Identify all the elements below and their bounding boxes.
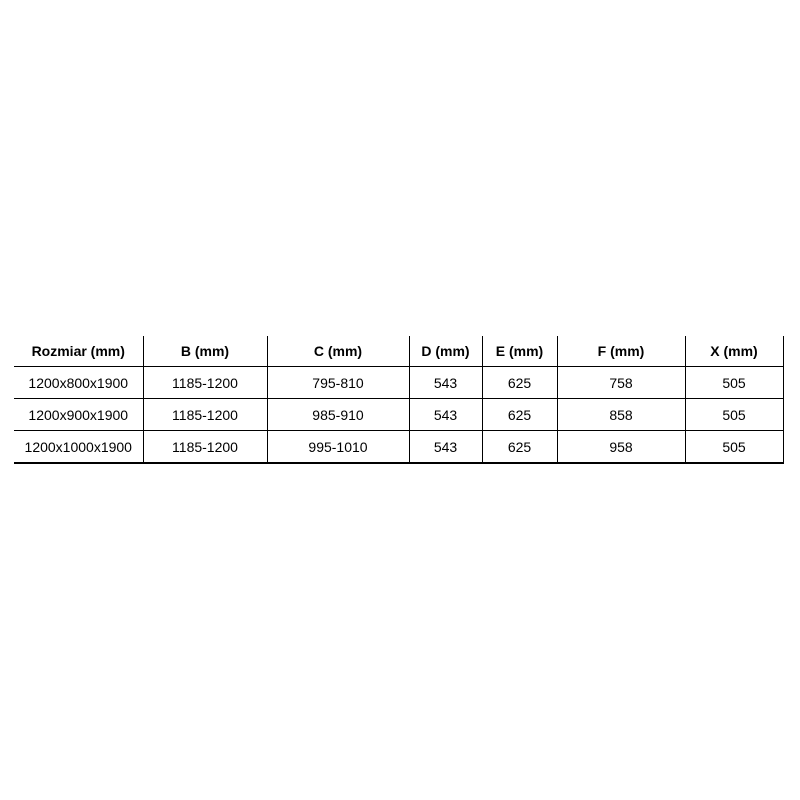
table-row	[14, 399, 783, 431]
header-row	[14, 336, 783, 367]
table-cell: 543	[409, 399, 482, 431]
column-header: Rozmiar (mm)	[14, 336, 143, 367]
table-cell: 543	[409, 431, 482, 464]
table-cell: 505	[685, 399, 783, 431]
table-cell: 758	[557, 367, 685, 399]
dimensions-table	[14, 336, 784, 464]
table-cell: 858	[557, 399, 685, 431]
column-header: F (mm)	[557, 336, 685, 367]
column-header: D (mm)	[409, 336, 482, 367]
table-cell: 1200x800x1900	[14, 367, 143, 399]
table-cell: 1200x900x1900	[14, 399, 143, 431]
table-cell: 543	[409, 367, 482, 399]
table-cell: 1200x1000x1900	[14, 431, 143, 464]
table-cell: 958	[557, 431, 685, 464]
table-cell: 505	[685, 367, 783, 399]
column-header: E (mm)	[482, 336, 557, 367]
table-cell: 1185-1200	[143, 431, 267, 464]
table-cell: 625	[482, 399, 557, 431]
table-cell: 625	[482, 431, 557, 464]
table-cell: 1185-1200	[143, 367, 267, 399]
table-cell: 985-910	[267, 399, 409, 431]
table-body	[14, 367, 783, 464]
table-row	[14, 431, 783, 464]
column-header: B (mm)	[143, 336, 267, 367]
table-cell: 795-810	[267, 367, 409, 399]
column-header: C (mm)	[267, 336, 409, 367]
table-head	[14, 336, 783, 367]
column-header: X (mm)	[685, 336, 783, 367]
table-cell: 505	[685, 431, 783, 464]
table-cell: 625	[482, 367, 557, 399]
table-row	[14, 367, 783, 399]
table-cell: 1185-1200	[143, 399, 267, 431]
table-cell: 995-1010	[267, 431, 409, 464]
